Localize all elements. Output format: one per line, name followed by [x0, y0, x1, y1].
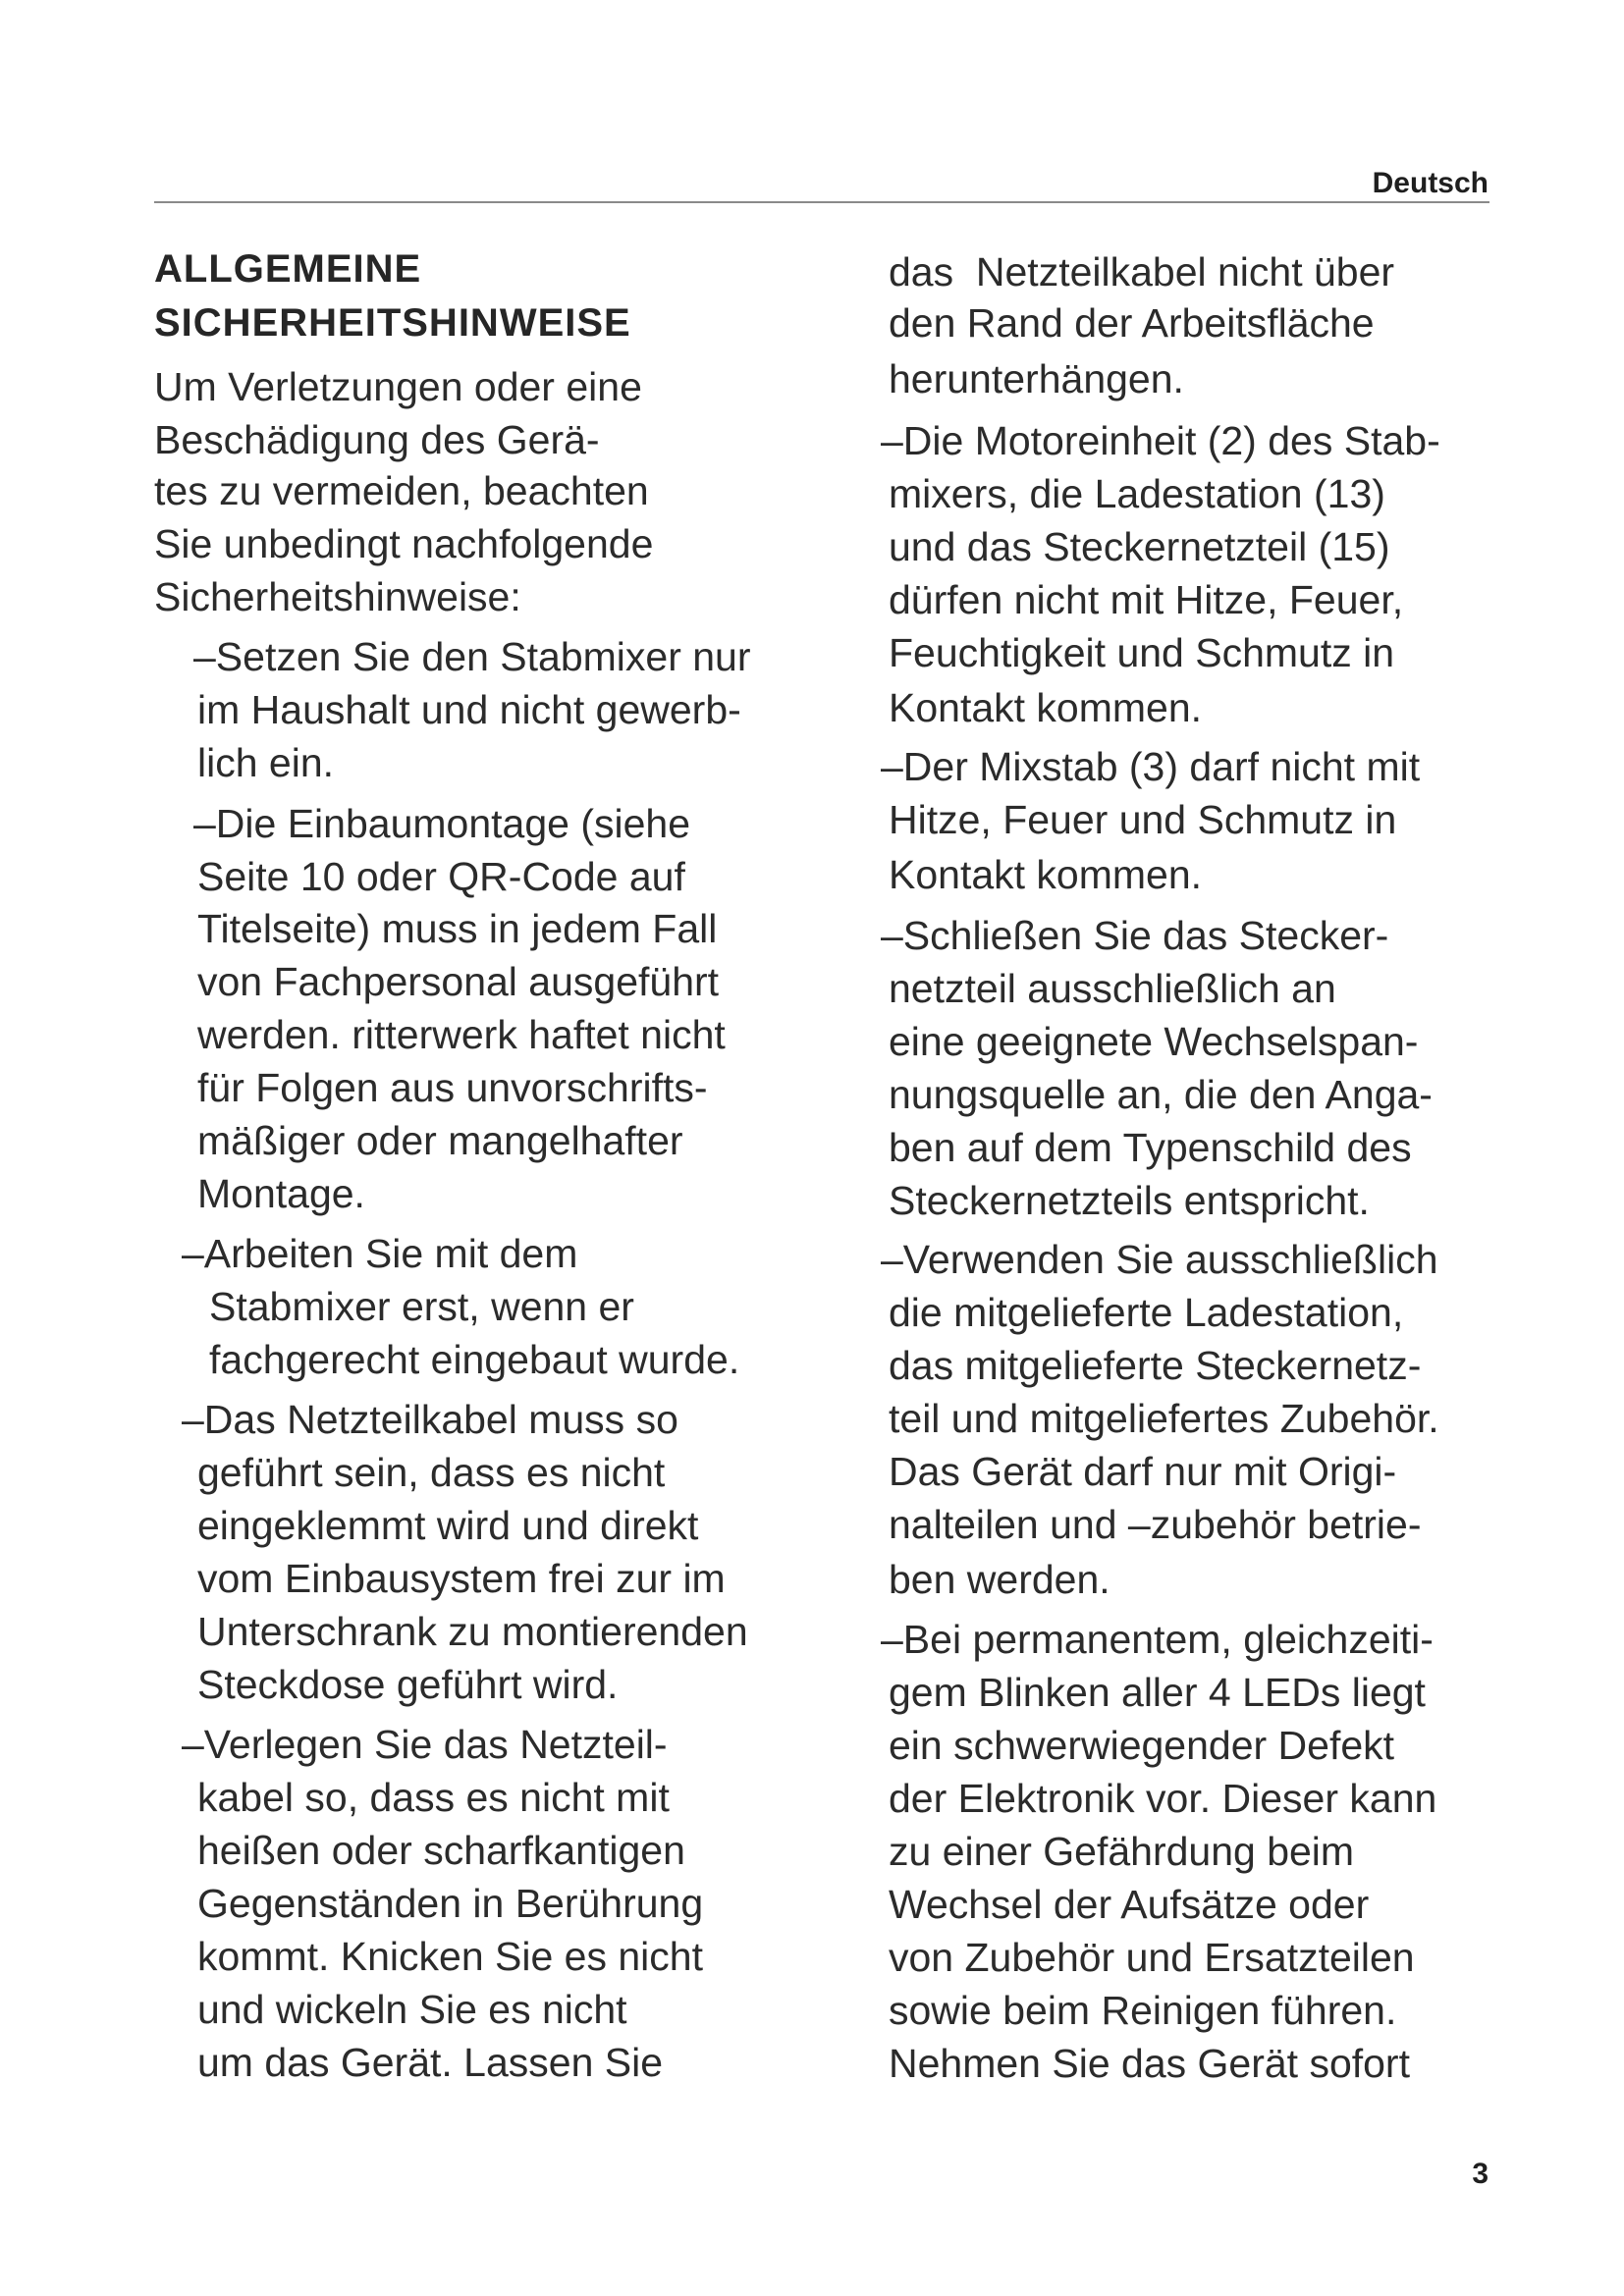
section-heading: SICHERHEITSHINWEISE [154, 301, 631, 345]
safety-item-line: Kontakt kommen. [889, 685, 1203, 730]
safety-item-line: mäßiger oder mangelhafter [197, 1118, 683, 1163]
safety-item-line: nalteilen und –zubehör betrie- [889, 1502, 1422, 1547]
safety-item-line: lich ein. [197, 740, 335, 785]
safety-item-line: dürfen nicht mit Hitze, Feuer, [889, 577, 1404, 622]
safety-item-line: Wechsel der Aufsätze oder [889, 1882, 1370, 1927]
safety-item-line: den Rand der Arbeitsfläche [889, 300, 1375, 346]
safety-item-line: für Folgen aus unvorschrifts- [197, 1065, 708, 1110]
safety-item-line: kommt. Knicken Sie es nicht [197, 1934, 703, 1979]
header-rule [154, 201, 1489, 203]
safety-item-line: werden. ritterwerk haftet nicht [197, 1012, 726, 1057]
intro-line: Beschädigung des Gerä- [154, 417, 600, 462]
intro-line: Sicherheitshinweise: [154, 574, 521, 619]
safety-item-line: um das Gerät. Lassen Sie [197, 2040, 664, 2085]
safety-item-line: nungsquelle an, die den Anga- [889, 1072, 1433, 1117]
safety-item-line: Das Gerät darf nur mit Origi- [889, 1449, 1397, 1494]
safety-item-line: eingeklemmt wird und direkt [197, 1503, 699, 1548]
safety-item-line: netzteil ausschließlich an [889, 966, 1336, 1011]
safety-item-line: Steckernetzteils entspricht. [889, 1178, 1370, 1223]
safety-item-line: und wickeln Sie es nicht [197, 1987, 627, 2032]
safety-item-line: von Zubehör und Ersatzteilen [889, 1935, 1415, 1980]
safety-item-line: vom Einbausystem frei zur im [197, 1556, 726, 1601]
intro-line: tes zu vermeiden, beachten [154, 468, 649, 513]
safety-item-line: das Netzteilkabel nicht über [889, 249, 1395, 294]
safety-item-line: heißen oder scharfkantigen [197, 1828, 685, 1873]
safety-item-line: ben werden. [889, 1557, 1110, 1602]
page-number: 3 [1472, 2158, 1489, 2190]
safety-item-line: das mitgelieferte Steckernetz- [889, 1343, 1422, 1388]
safety-item-line: eine geeignete Wechselspan- [889, 1019, 1419, 1064]
safety-item-line: und das Steckernetzteil (15) [889, 524, 1390, 569]
safety-item-line: –Setzen Sie den Stabmixer nur [193, 634, 751, 679]
language-label: Deutsch [1372, 167, 1489, 199]
safety-item-line: ben auf dem Typenschild des [889, 1125, 1412, 1170]
safety-item-line: von Fachpersonal ausgeführt [197, 959, 720, 1004]
safety-item-line: herunterhängen. [889, 356, 1184, 401]
safety-item-line: –Verlegen Sie das Netzteil- [182, 1722, 668, 1767]
safety-item-line: –Arbeiten Sie mit dem [182, 1231, 578, 1276]
safety-item-line: Unterschrank zu montierenden [197, 1609, 748, 1654]
safety-item-line: Hitze, Feuer und Schmutz in [889, 797, 1397, 842]
safety-item-line: Seite 10 oder QR-Code auf [197, 854, 685, 899]
safety-item-line: der Elektronik vor. Dieser kann [889, 1776, 1437, 1821]
safety-item-line: mixers, die Ladestation (13) [889, 471, 1385, 516]
section-heading: ALLGEMEINE [154, 247, 422, 291]
safety-item-line: Montage. [197, 1171, 365, 1216]
safety-item-line: Titelseite) muss in jedem Fall [197, 906, 718, 951]
safety-item-line: fachgerecht eingebaut wurde. [209, 1337, 740, 1382]
safety-item-line: zu einer Gefährdung beim [889, 1829, 1355, 1874]
safety-item-line: gem Blinken aller 4 LEDs liegt [889, 1670, 1426, 1715]
safety-item-line: Steckdose geführt wird. [197, 1662, 619, 1707]
safety-item-line: Gegenständen in Berührung [197, 1881, 704, 1926]
safety-item-line: –Der Mixstab (3) darf nicht mit [881, 744, 1421, 789]
safety-item-line: –Verwenden Sie ausschließlich [881, 1237, 1438, 1282]
safety-item-line: die mitgelieferte Ladestation, [889, 1290, 1404, 1335]
safety-item-line: –Die Motoreinheit (2) des Stab- [881, 418, 1440, 463]
safety-item-line: ein schwerwiegender Defekt [889, 1723, 1395, 1768]
safety-item-line: Nehmen Sie das Gerät sofort [889, 2041, 1410, 2086]
safety-item-line: Feuchtigkeit und Schmutz in [889, 630, 1395, 675]
safety-item-line: im Haushalt und nicht gewerb- [197, 687, 741, 732]
safety-item-line: teil und mitgeliefertes Zubehör. [889, 1396, 1439, 1441]
safety-item-line: Stabmixer erst, wenn er [209, 1284, 634, 1329]
safety-item-line: –Schließen Sie das Stecker- [881, 913, 1389, 958]
intro-line: Um Verletzungen oder eine [154, 364, 642, 409]
intro-line: Sie unbedingt nachfolgende [154, 521, 654, 566]
safety-item-line: –Bei permanentem, gleichzeiti- [881, 1617, 1434, 1662]
safety-item-line: Kontakt kommen. [889, 852, 1203, 897]
safety-item-line: –Das Netzteilkabel muss so [182, 1397, 678, 1442]
safety-item-line: –Die Einbaumontage (siehe [193, 801, 690, 846]
safety-item-line: geführt sein, dass es nicht [197, 1450, 666, 1495]
safety-item-line: sowie beim Reinigen führen. [889, 1988, 1397, 2033]
safety-item-line: kabel so, dass es nicht mit [197, 1775, 670, 1820]
